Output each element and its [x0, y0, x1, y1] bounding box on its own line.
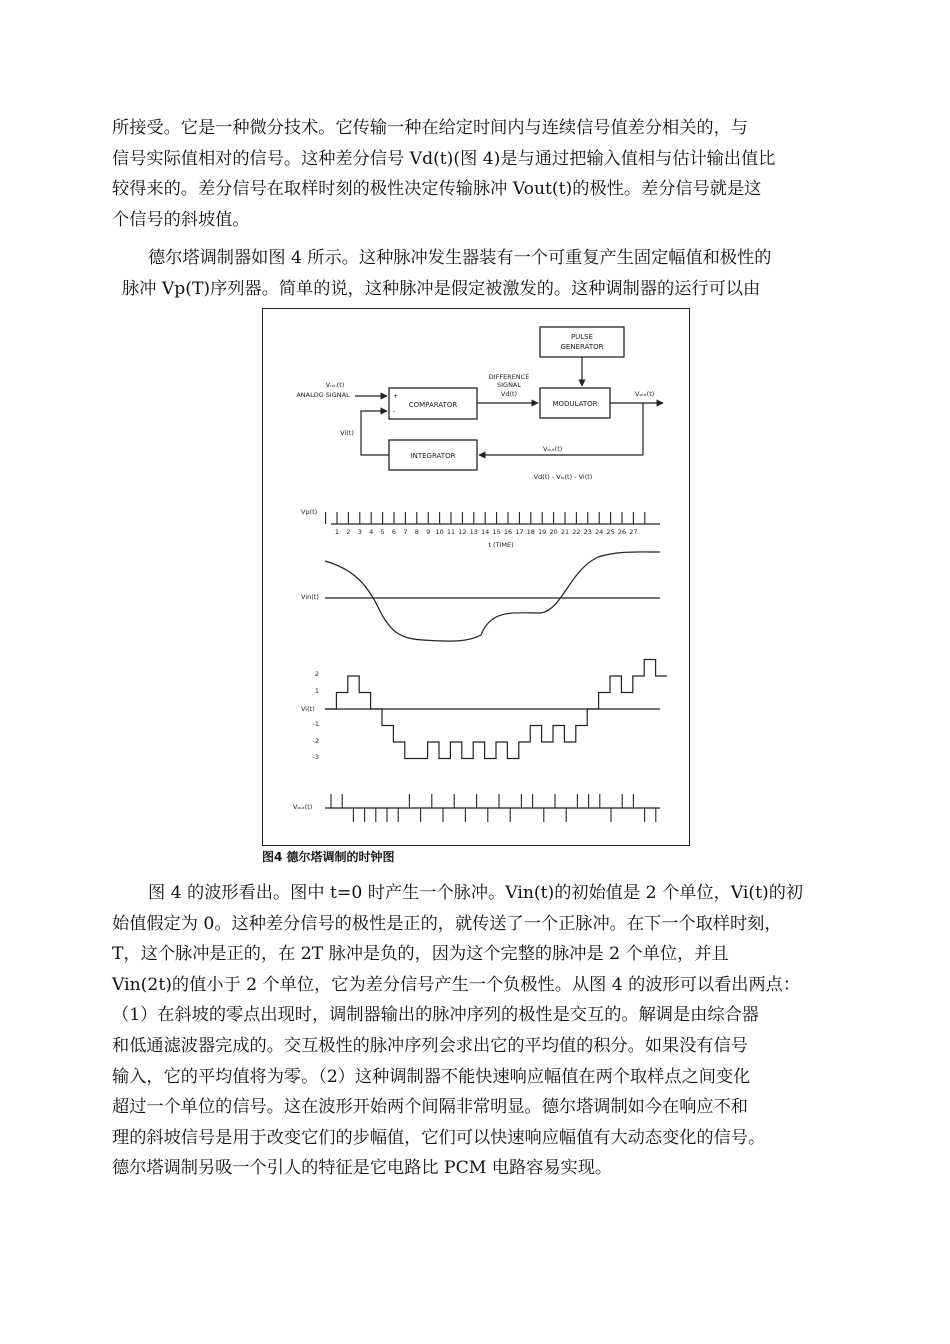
vi-axis-label: Vi(t): [301, 705, 315, 713]
vd-label: Vd(t): [500, 390, 518, 398]
time-tick-label: 13: [469, 528, 478, 536]
time-tick-label: 25: [606, 528, 615, 536]
time-tick-label: 18: [526, 528, 535, 536]
vp-pulse-ticks: [326, 512, 645, 524]
text-line: 超过一个单位的信号。这在波形开始两个间隔非常明显。德尔塔调制如今在响应不和: [112, 1097, 748, 1118]
pulse-generator-label: PULSE: [570, 333, 594, 341]
paragraph-3: [112, 878, 840, 1184]
text-line: T，这个脉冲是正的，在 2T 脉冲是负的，因为这个完整的脉冲是 2 个单位，并且: [112, 944, 729, 965]
vi-level-label: 1: [314, 687, 319, 695]
vp-axis-label: Vp(t): [301, 508, 318, 516]
time-tick-label: 22: [572, 528, 581, 536]
integrator-label: INTEGRATOR: [410, 452, 456, 460]
analog-signal-label: ANALOG SIGNAL: [296, 391, 350, 399]
equation-label: Vd(t) - Vᵢₙ(t) - Vi(t): [533, 473, 593, 481]
modulator-label: MODULATOR: [552, 400, 598, 408]
vout-label: Vₒᵤₜ(t): [635, 390, 655, 398]
time-tick-label: 7: [403, 528, 408, 536]
time-tick-label: 2: [346, 528, 351, 536]
text-line: 德尔塔调制另吸一个引人的特征是它电路比 PCM 电路容易实现。: [112, 1158, 613, 1179]
figure-caption: 图4 德尔塔调制的时钟图: [262, 850, 395, 864]
time-tick-label: 17: [515, 528, 524, 536]
vout-feedback-label: Vₒᵤₜ(t): [543, 445, 563, 453]
time-tick-label: 8: [414, 528, 419, 536]
time-tick-label: 9: [426, 528, 431, 536]
text-line: 所接受。它是一种微分技术。它传输一种在给定时间内与连续信号值差分相关的，与: [112, 118, 748, 138]
vin-axis-label: Vin(t): [301, 593, 319, 601]
comparator-plus: +: [393, 393, 399, 400]
time-tick-label: 4: [369, 528, 374, 536]
vin-label: Vₘₙ(t): [325, 381, 345, 389]
pulse-generator-block: [540, 327, 624, 357]
time-tick-label: 16: [503, 528, 513, 536]
time-tick-label: 14: [481, 528, 490, 536]
time-tick-label: 27: [629, 528, 638, 536]
vi-level-label: -1: [312, 720, 319, 728]
time-tick-label: 5: [380, 528, 385, 536]
text-line: 输入，它的平均值将为零。（2）这种调制器不能快速响应幅值在两个取样点之间变化: [112, 1066, 751, 1087]
vi-level-label: -3: [312, 753, 319, 761]
comparator-minus: -: [393, 408, 396, 415]
time-tick-label: 26: [617, 528, 627, 536]
text-line: 脉冲 Vp(T)序列器。简单的说，这种脉冲是假定被激发的。这种调制器的运行可以由: [122, 278, 761, 299]
time-tick-label: 21: [560, 528, 570, 536]
vi-label: Vi(t): [340, 429, 354, 437]
time-tick-label: 12: [458, 528, 467, 536]
vout-axis-label: Vₒᵤₜ(t): [293, 803, 313, 811]
time-tick-labels: [335, 528, 638, 536]
text-line: 始值假定为 0。这种差分信号的极性是正的，就传送了一个正脉冲。在下一个取样时刻，: [112, 913, 782, 934]
vi-level-label: -2: [312, 737, 319, 745]
text-line: 个信号的斜坡值。: [112, 209, 250, 230]
text-line: 较得来的。差分信号在取样时刻的极性决定传输脉冲 Vout(t)的极性。差分信号就是这: [112, 179, 762, 200]
time-tick-label: 3: [357, 528, 362, 536]
time-tick-label: 19: [538, 528, 547, 536]
signal-label: SIGNAL: [496, 381, 522, 389]
time-tick-label: 11: [446, 528, 456, 536]
text-line: Vin(2t)的值小于 2 个单位，它为差分信号产生一个负极性。从图 4 的波形可以看出两点：: [112, 974, 801, 995]
text-line: 图 4 的波形看出。图中 t=0 时产生一个脉冲。Vin(t)的初始值是 2 个单位，Vi(t)的初: [148, 883, 804, 903]
figure-4: [262, 308, 690, 846]
text-line: 和低通滤波器完成的。交互极性的脉冲序列会求出它的平均值的积分。如果没有信号: [112, 1035, 748, 1056]
time-tick-label: 15: [492, 528, 501, 536]
vi-level-label: 2: [314, 670, 319, 678]
delta-modulation-figure: [263, 309, 691, 847]
time-tick-label: 6: [391, 528, 397, 536]
paragraph-1: [112, 113, 840, 235]
text-line: 德尔塔调制器如图 4 所示。这种脉冲发生器装有一个可重复产生固定幅值和极性的: [148, 248, 772, 268]
text-line: 理的斜坡信号是用于改变它们的步幅值，它们可以快速响应幅值有大动态变化的信号。: [112, 1127, 766, 1148]
time-axis-label: t (TIME): [488, 541, 514, 549]
time-tick-label: 1: [334, 528, 340, 536]
comparator-label: COMPARATOR: [408, 401, 458, 409]
text-line: （1）在斜坡的零点出现时，调制器输出的脉冲序列的极性是交互的。解调是由综合器: [112, 1005, 759, 1026]
difference-label: DIFFERENCE: [488, 373, 530, 381]
time-tick-label: 24: [595, 528, 604, 536]
vin-waveform: [325, 552, 660, 641]
pulse-generator-label: GENERATOR: [560, 343, 604, 351]
time-tick-label: 20: [549, 528, 558, 536]
time-tick-label: 10: [435, 528, 444, 536]
text-line: 信号实际值相对的信号。这种差分信号 Vd(t)(图 4)是与通过把输入值相与估计输出值比: [112, 148, 776, 169]
vi-level-labels: [313, 670, 319, 761]
paragraph-2: [112, 243, 840, 304]
time-tick-label: 23: [583, 528, 592, 536]
